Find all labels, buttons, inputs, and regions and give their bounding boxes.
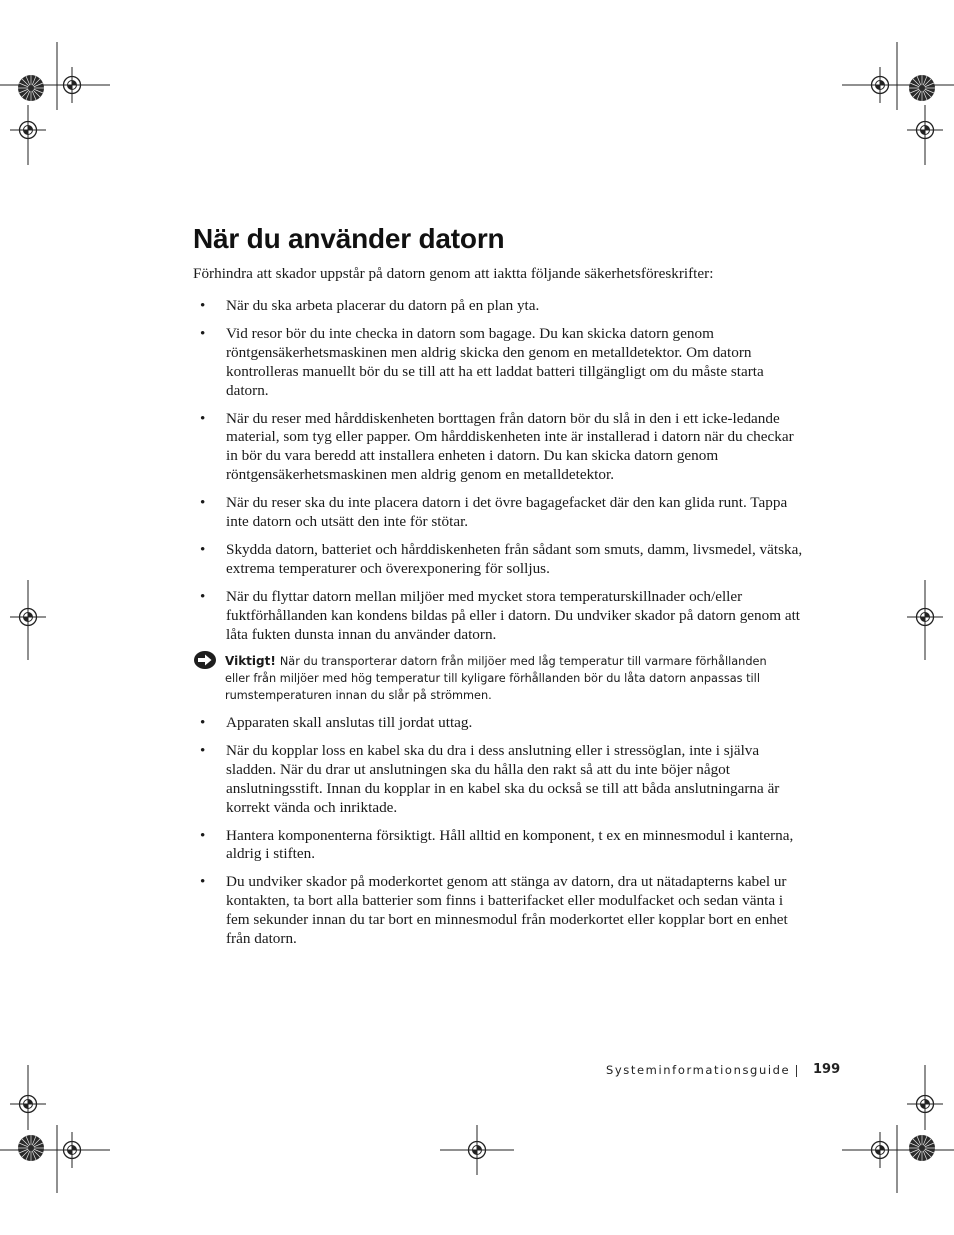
page-number: 199 — [813, 1062, 841, 1077]
precautions-list-second — [193, 714, 803, 958]
bullet-icon: • — [200, 494, 206, 512]
list-item-text: Hantera komponenterna försiktigt. Håll alltid en komponent, t ex en minnesmodul i kanterna, aldrig i stiften. — [226, 826, 794, 863]
list-item — [193, 588, 803, 645]
list-item — [193, 714, 803, 733]
note-body: När du transporterar datorn från miljöer med låg temperatur till varmare förhållanden eller från miljöer med hög temperatur till kyligare förhållanden bör du låta datorn anpassas till rumstemperaturen innan du slår på strömmen. — [225, 655, 767, 702]
footer-divider — [796, 1065, 797, 1077]
list-item-text: När du kopplar loss en kabel ska du dra i dess anslutning eller i stressöglan, inte i själva sladden. När du drar ut anslutningen ska du hålla den rakt så att du inte böjer något anslutningsstift. Innan du kopplar in en kabel ska du också se till att båda anslutningarna är korrekt vända och inriktade. — [226, 741, 780, 816]
list-item-text: När du flyttar datorn mellan miljöer med mycket stora temperaturskillnader och/eller fuktförhållanden kan kondens bildas på eller i datorn. Du undviker skador på datorn genom att låta fukten dunsta innan du använder datorn. — [226, 587, 801, 643]
list-item-text: Vid resor bör du inte checka in datorn som bagage. Du kan skicka datorn genom röntgensäkerhetsmaskinen men aldrig skicka den genom en metalldetektor. Om datorn kontrolleras manuellt bör du se till att ha ett laddat batteri tillgängligt om du måste starta datorn. — [226, 324, 764, 399]
list-item-text: Skydda datorn, batteriet och hårddiskenheten från sådant som smuts, damm, livsmedel, vätska, extrema temperaturer och överexponering för solljus. — [226, 540, 803, 577]
bullet-icon: • — [200, 741, 206, 759]
important-note — [193, 650, 803, 706]
note-text — [225, 653, 795, 704]
notice-arrow-icon — [193, 650, 217, 670]
intro-paragraph: Förhindra att skador uppstår på datorn genom att iaktta följande säkerhetsföreskrifter: — [193, 265, 714, 282]
list-item-text: När du reser med hårddiskenheten borttagen från datorn bör du slå in den i ett icke-ledande material, som tyg eller papper. Om hårddiskenheten inte är installerad i datorn när du checkar in bör du vara beredd att installera enheten i datorn. Du kan skicka datorn genom röntgensäkerhetsmaskinen men aldrig genom en metalldetektor. — [226, 409, 794, 484]
list-item-text: När du reser ska du inte placera datorn i det övre bagagefacket där den kan glida runt. Tappa inte datorn och utsätt den inte för stötar. — [226, 494, 788, 531]
bullet-icon: • — [200, 324, 206, 342]
bullet-icon: • — [200, 826, 206, 844]
bullet-icon: • — [200, 540, 206, 558]
bullet-icon: • — [200, 297, 206, 314]
note-label: Viktigt! — [225, 654, 276, 668]
list-item — [193, 541, 803, 579]
list-item — [193, 297, 803, 316]
bullet-icon: • — [200, 409, 206, 427]
list-item-text: Apparaten skall anslutas till jordat uttag. — [226, 714, 473, 731]
page-title: När du använder datorn — [193, 223, 505, 254]
bullet-icon: • — [200, 714, 206, 731]
list-item — [193, 494, 803, 532]
list-item-text: Du undviker skador på moderkortet genom att stänga av datorn, dra ut nätadapterns kabel ur kontakten, ta bort alla batterier som finns i batterifacket eller modulfacket och sedan vänta i fem sekunder innan du tar bort en minnesmodul från moderkortet eller kopplar bort en enhet från datorn. — [226, 873, 788, 948]
bullet-icon: • — [200, 873, 206, 891]
list-item — [193, 873, 803, 949]
list-item-text: När du ska arbeta placerar du datorn på en plan yta. — [226, 297, 540, 314]
footer-guide-title: Systeminformationsguide — [606, 1063, 791, 1077]
precautions-list-first — [193, 297, 803, 654]
list-item — [193, 325, 803, 401]
bullet-icon: • — [200, 587, 206, 605]
list-item — [193, 827, 803, 865]
list-item — [193, 742, 803, 818]
page-footer — [606, 1061, 846, 1081]
list-item — [193, 410, 803, 486]
